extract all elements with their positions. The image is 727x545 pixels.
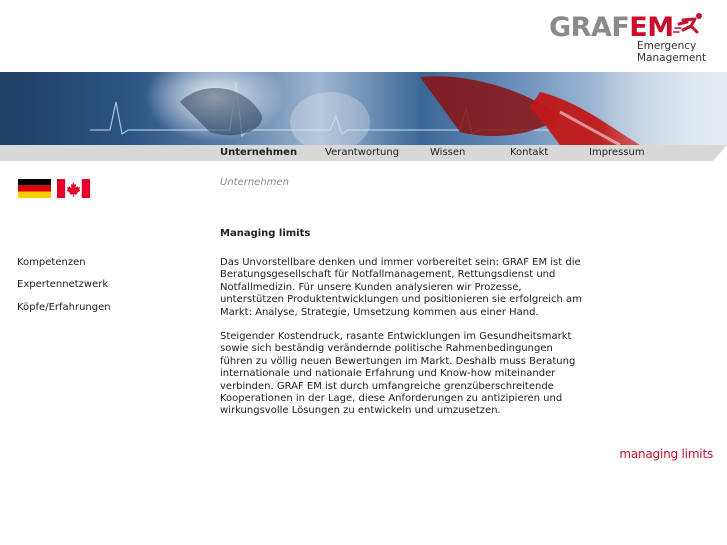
- content-paragraph-2: Steigender Kostendruck, rasante Entwicklungen im Gesundheitsmarkt sowie sich beständig verändernde politische Rahmenbedingungen führen zu völlig neuen Bewertungen im Markt. Deshalb muss Beratung internationale und nationale Erfahrung und Know-how miteinander verbinden. GRAF EM ist durch umfangreiche grenzüberschreitende Kooperationen in der Lage, diese Anforderungen zu antizipieren und wirkungsvolle Lösungen zu entwickeln und umzusetzen.: [220, 331, 576, 417]
- header-banner-image: [0, 72, 727, 145]
- nav-item-verantwortung[interactable]: Verantwortung: [325, 147, 400, 158]
- grafem-logo[interactable]: [549, 10, 719, 68]
- page-heading: Managing limits: [220, 228, 311, 239]
- running-figure-icon: [673, 12, 707, 36]
- logo-graf-text: GRAF: [549, 12, 630, 43]
- sidebar-link-expertennetzwerk[interactable]: Expertennetzwerk: [17, 279, 109, 290]
- logo-subtitle-line2: Management: [637, 52, 707, 64]
- banner-graphic: [0, 72, 727, 145]
- nav-item-kontakt[interactable]: Kontakt: [510, 147, 549, 158]
- nav-item-impressum[interactable]: Impressum: [589, 147, 645, 158]
- breadcrumb: Unternehmen: [220, 177, 289, 188]
- sidebar-link-koepfe-erfahrungen[interactable]: Köpfe/Erfahrungen: [17, 302, 111, 313]
- tagline: managing limits: [619, 447, 713, 461]
- content-paragraph-1: Das Unvorstellbare denken und immer vorbereitet sein: GRAF EM ist die Beratungsgesellschaft für Notfallmanagement, Rettungsdienst und Notfallmedizin. Für unsere Kunden analysieren wir Prozesse, unterstützen Produktentwicklungen und positionieren sie erfolgreich am Markt: Analyse, Strategie, Umsetzung kommen aus einer Hand.: [220, 257, 582, 318]
- logo-em-text: EM: [629, 12, 674, 43]
- logo-wordmark: [549, 12, 674, 43]
- logo-subtitle: [637, 40, 706, 64]
- nav-item-unternehmen[interactable]: Unternehmen: [220, 147, 298, 158]
- sidebar-link-kompetenzen[interactable]: Kompetenzen: [17, 257, 86, 268]
- german-flag-icon[interactable]: [18, 179, 51, 198]
- nav-item-wissen[interactable]: Wissen: [430, 147, 466, 158]
- logo-subtitle-line1: Emergency: [637, 40, 697, 52]
- canadian-flag-icon[interactable]: [57, 179, 90, 198]
